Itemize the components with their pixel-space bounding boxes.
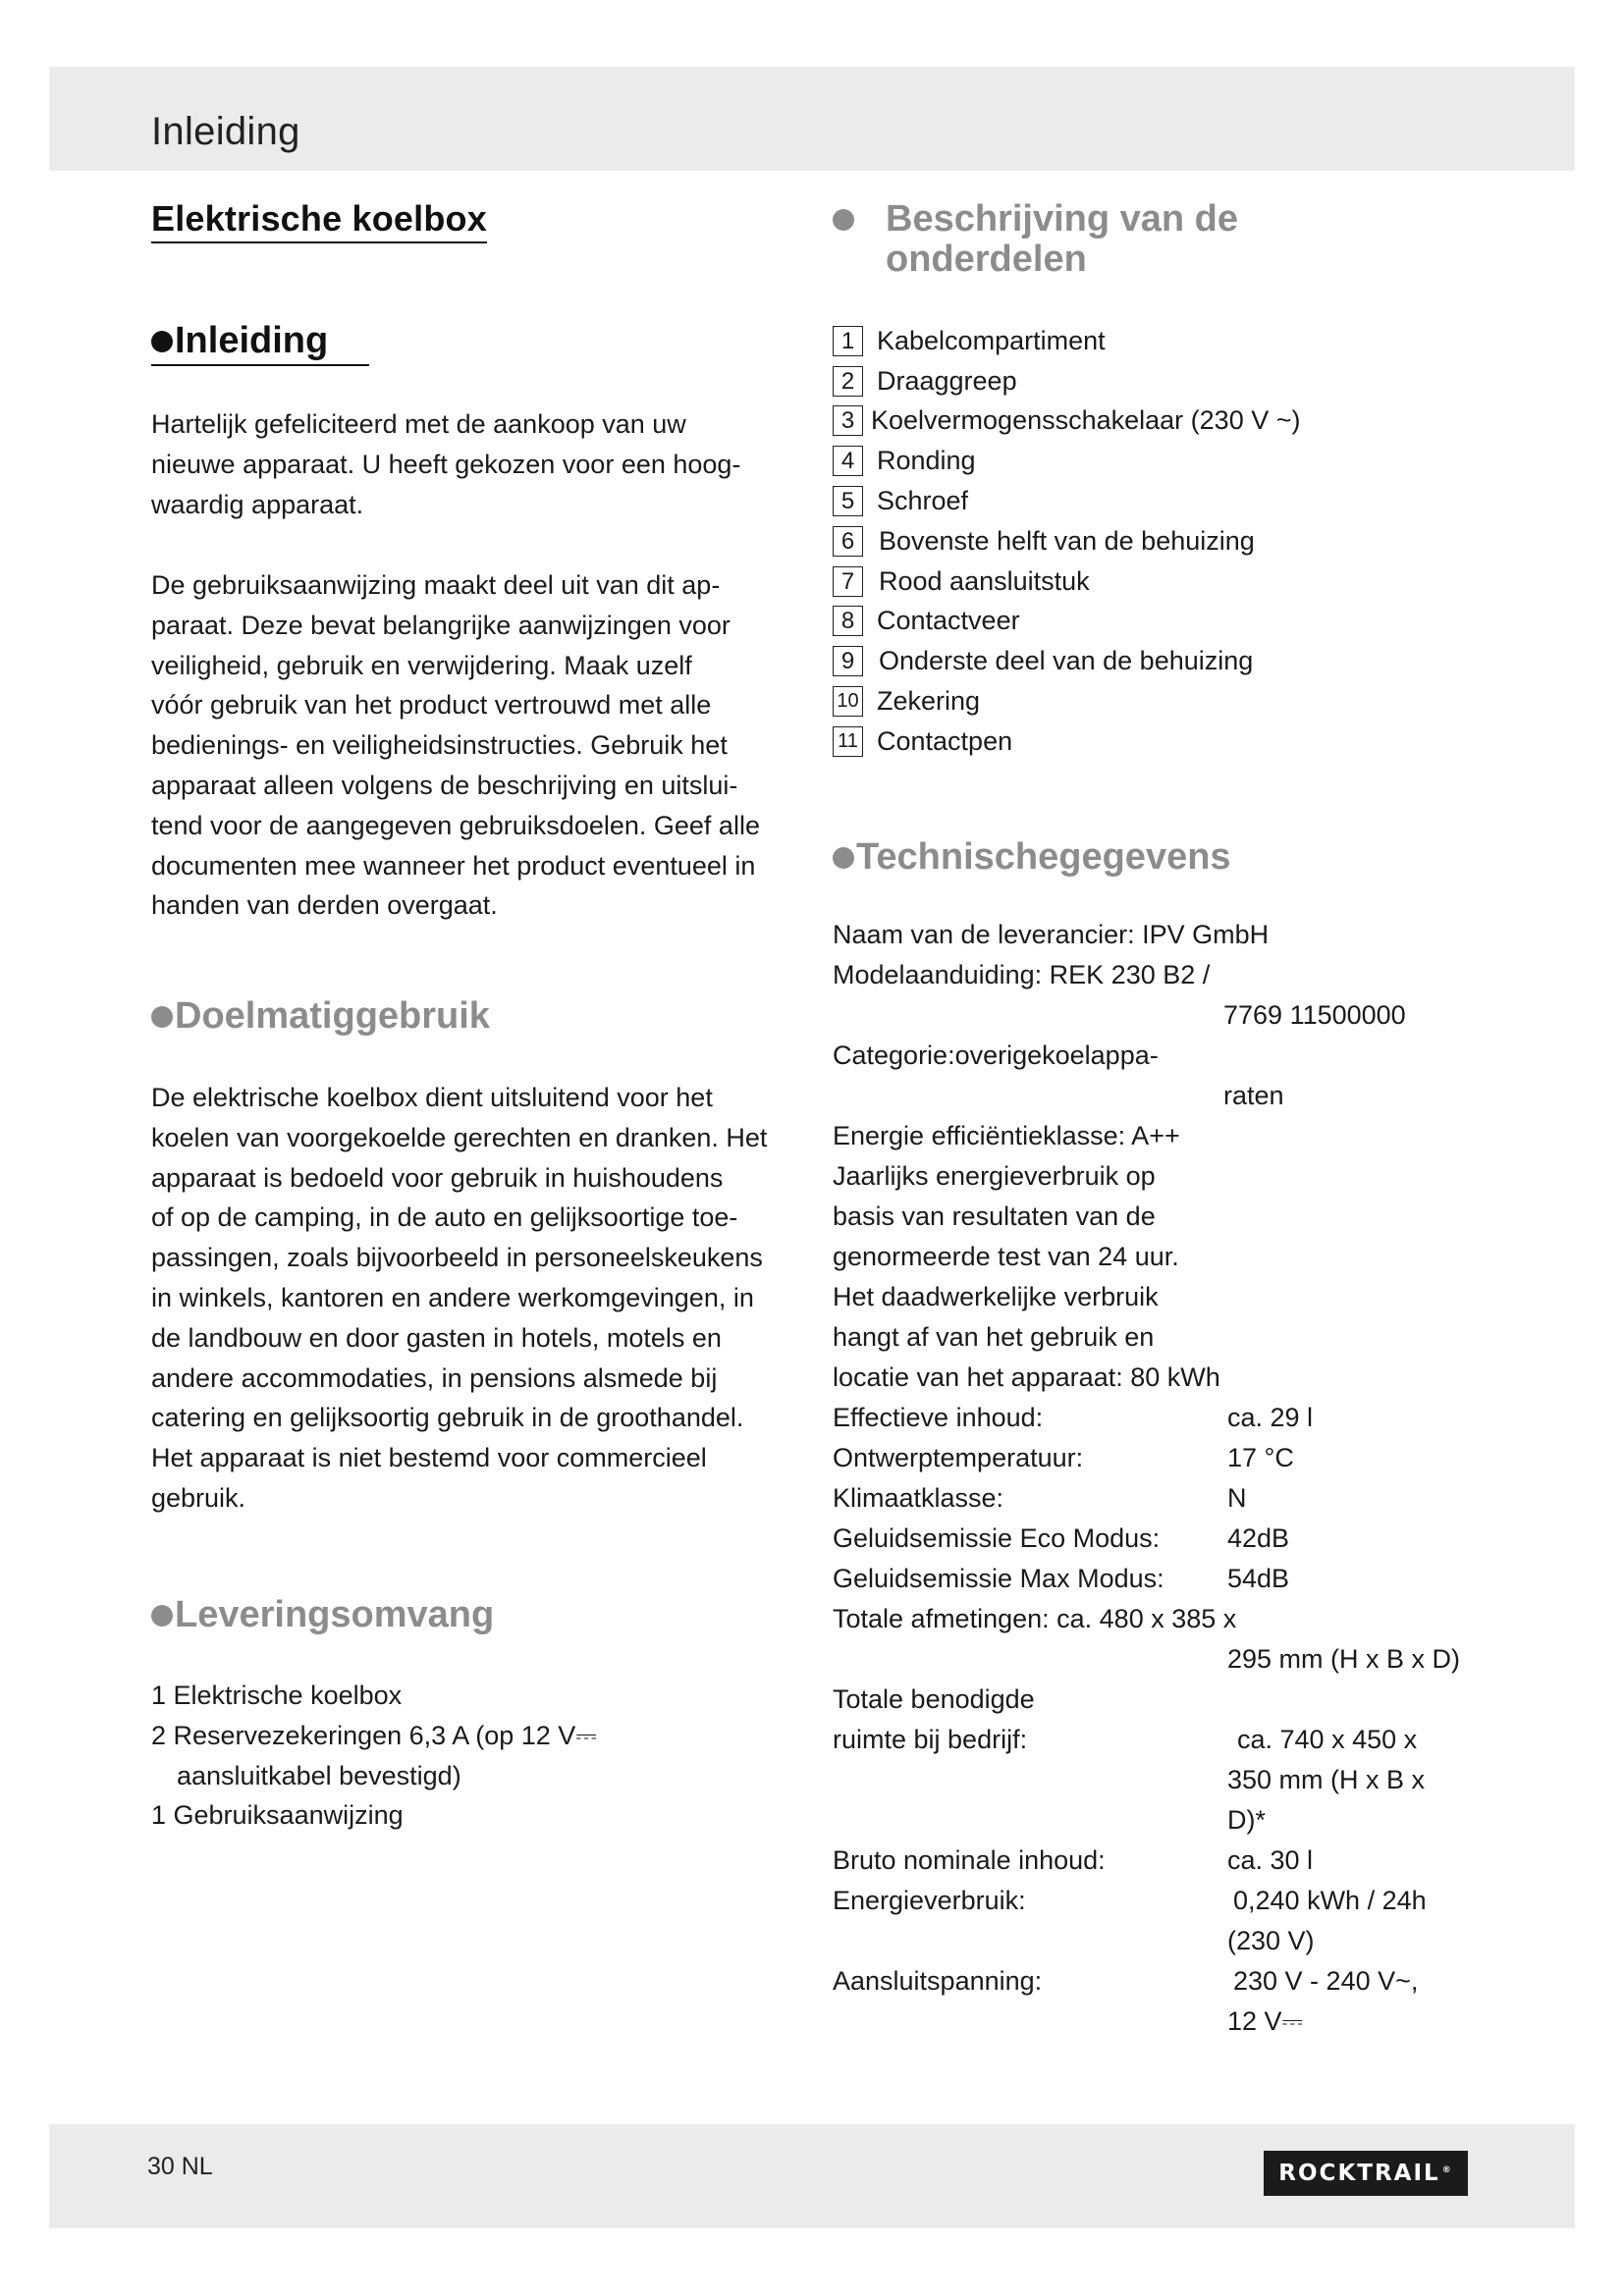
spec-annual-4: Het daadwerkelijke verbruik xyxy=(833,1282,1159,1311)
part-number-box: 2 xyxy=(833,366,863,397)
brand-logo: ROCKTRAIL ® xyxy=(1264,2151,1468,2196)
spec-space-label-2: ruimte bij bedrijf: xyxy=(833,1725,1028,1754)
part-number-box: 4 xyxy=(833,446,863,476)
bullet-icon xyxy=(151,1006,173,1028)
heading-tech xyxy=(833,836,1231,879)
delivery-list xyxy=(151,1676,597,1836)
spec-category: Categorie:overigekoelappa- xyxy=(833,1041,1159,1070)
spec-climate-value: N xyxy=(1227,1483,1247,1513)
list-item: 9 Onderste deel van de behuizing xyxy=(833,641,1300,681)
spec-space-value-1: ca. 740 x 450 x xyxy=(1237,1725,1418,1754)
heading-delivery-text: Leveringsomvang xyxy=(175,1594,495,1635)
spec-model: Modelaanduiding: REK 230 B2 / xyxy=(833,960,1211,989)
bullet-icon xyxy=(833,847,854,869)
list-item: 1 Elektrische koelbox xyxy=(151,1681,403,1710)
spec-consumption-value-1: 0,240 kWh / 24h xyxy=(1233,1886,1427,1915)
spec-voltage-value-2: 12 V⎓ xyxy=(1227,2006,1304,2036)
list-item: 2 Reservezekeringen 6,3 A (op 12 V⎓ xyxy=(151,1720,597,1750)
spec-noise-max-value: 54dB xyxy=(1227,1564,1290,1593)
bullet-icon xyxy=(151,331,173,352)
list-item: 6 Bovenste helft van de behuizing xyxy=(833,521,1300,561)
list-item: 1 Gebruiksaanwijzing xyxy=(151,1800,404,1831)
part-number-box: 7 xyxy=(833,566,863,597)
list-item: 3 Koelvermogensschakelaar (230 V ~) xyxy=(833,401,1300,442)
spec-noise-eco-value: 42dB xyxy=(1227,1523,1290,1553)
part-number-box: 9 xyxy=(833,646,863,676)
heading-parts-line2: onderdelen xyxy=(886,239,1087,280)
heading-tech-text: Technischegegevens xyxy=(856,836,1231,878)
list-item: 7 Rood aansluitstuk xyxy=(833,561,1300,602)
spec-annual-5: hangt af van het gebruik en xyxy=(833,1322,1155,1352)
spec-consumption-value-2: (230 V) xyxy=(1227,1926,1315,1955)
registered-mark: ® xyxy=(1441,2165,1453,2175)
spec-voltage-label: Aansluitspanning: xyxy=(833,1966,1043,1996)
spec-content-value: ca. 29 l xyxy=(1227,1403,1314,1432)
parts-list xyxy=(833,321,1300,762)
heading-intro xyxy=(151,320,369,366)
spec-gross-label: Bruto nominale inhoud: xyxy=(833,1845,1106,1875)
heading-intro-text: Inleiding xyxy=(175,320,329,361)
list-item: 1 Kabelcompartiment xyxy=(833,321,1300,361)
list-item: aansluitkabel bevestigd) xyxy=(177,1760,461,1790)
heading-parts xyxy=(833,198,1238,278)
spec-annual-6: locatie van het apparaat: 80 kWh xyxy=(833,1362,1220,1392)
list-item: 10 Zekering xyxy=(833,681,1300,721)
bullet-icon xyxy=(151,1605,173,1627)
spec-voltage-value-1: 230 V - 240 V~, xyxy=(1233,1966,1419,1996)
part-number-box: 8 xyxy=(833,606,863,636)
part-number-box: 11 xyxy=(833,726,863,757)
list-item: 8 Contactveer xyxy=(833,602,1300,642)
part-number-box: 1 xyxy=(833,326,863,356)
heading-intended-use xyxy=(151,995,490,1038)
intended-use-paragraph: De elektrische koelbox dient uitsluitend voor het koelen van voorgekoelde gerechten en dranken. Het apparaat is bedoeld voor gebruik in huishoudens of op de camping, in de auto en gelijksoortige toe- passingen, zoals bijvoorbeeld in personeelskeukens in winkels, kantoren en andere werkomgevingen, in de landbouw en door gasten in hotels, motels en andere accommodaties, in pensions alsmede bij catering en gelijksoortig gebruik in de groothandel. Het apparaat is niet bestemd voor commercieel gebruik. xyxy=(151,1083,768,1513)
page-title: Inleiding xyxy=(151,110,300,153)
spec-space-value-2: 350 mm (H x B x xyxy=(1227,1765,1426,1794)
page-number: 30 NL xyxy=(147,2153,213,2180)
list-item: 4 Ronding xyxy=(833,441,1300,481)
heading-intended-use-text: Doelmatiggebruik xyxy=(175,995,490,1037)
spec-energy-class: Energie efficiëntieklasse: A++ xyxy=(833,1121,1180,1150)
spec-model-number: 7769 11500000 xyxy=(1223,1000,1406,1030)
spec-gross-value: ca. 30 l xyxy=(1227,1845,1314,1875)
spec-dimensions-cont: 295 mm (H x B x D) xyxy=(1227,1644,1461,1674)
list-item: 11 Contactpen xyxy=(833,721,1300,762)
document-title: Elektrische koelbox xyxy=(151,198,487,243)
spec-design-temp-value: 17 °C xyxy=(1227,1443,1294,1472)
spec-space-value-3: D)* xyxy=(1227,1805,1266,1835)
intro-paragraph-1: Hartelijk gefeliciteerd met de aankoop van uw nieuwe apparaat. U heeft gekozen voor een hoog- waardig apparaat. xyxy=(151,409,741,519)
list-item: 2 Draaggreep xyxy=(833,361,1300,401)
spec-content-label: Effectieve inhoud: xyxy=(833,1403,1044,1432)
spec-supplier: Naam van de leverancier: IPV GmbH xyxy=(833,920,1270,949)
list-item: 5 Schroef xyxy=(833,481,1300,521)
heading-delivery xyxy=(151,1594,494,1636)
spec-noise-eco-label: Geluidsemissie Eco Modus: xyxy=(833,1523,1161,1553)
spec-climate-label: Klimaatklasse: xyxy=(833,1483,1004,1513)
spec-annual-1: Jaarlijks energieverbruik op xyxy=(833,1161,1156,1191)
bullet-icon xyxy=(833,209,854,231)
intro-paragraph-2: De gebruiksaanwijzing maakt deel uit van dit ap- paraat. Deze bevat belangrijke aanwijzingen voor veiligheid, gebruik en verwijdering. Maak uzelf vóór gebruik van het product vertrouwd met alle bedienings- en veiligheidsinstructies. Gebruik het apparaat alleen volgens de beschrijving en uitslui- tend voor de aangegeven gebruiksdoelen. Geef alle documenten mee wanneer het product eventueel in handen van derden overgaat. xyxy=(151,570,760,921)
spec-annual-2: basis van resultaten van de xyxy=(833,1201,1156,1231)
part-number-box: 5 xyxy=(833,486,863,516)
heading-parts-line1: Beschrijving van de xyxy=(886,198,1239,240)
part-number-box: 6 xyxy=(833,526,863,557)
spec-annual-3: genormeerde test van 24 uur. xyxy=(833,1242,1179,1271)
spec-consumption-label: Energieverbruik: xyxy=(833,1886,1026,1915)
spec-dimensions: Totale afmetingen: ca. 480 x 385 x xyxy=(833,1604,1237,1633)
spec-noise-max-label: Geluidsemissie Max Modus: xyxy=(833,1564,1164,1593)
part-number-box: 3 xyxy=(833,405,863,436)
part-number-box: 10 xyxy=(833,686,863,717)
spec-design-temp-label: Ontwerptemperatuur: xyxy=(833,1443,1084,1472)
spec-space-label-1: Totale benodigde xyxy=(833,1684,1035,1714)
spec-category-cont: raten xyxy=(1223,1081,1284,1110)
